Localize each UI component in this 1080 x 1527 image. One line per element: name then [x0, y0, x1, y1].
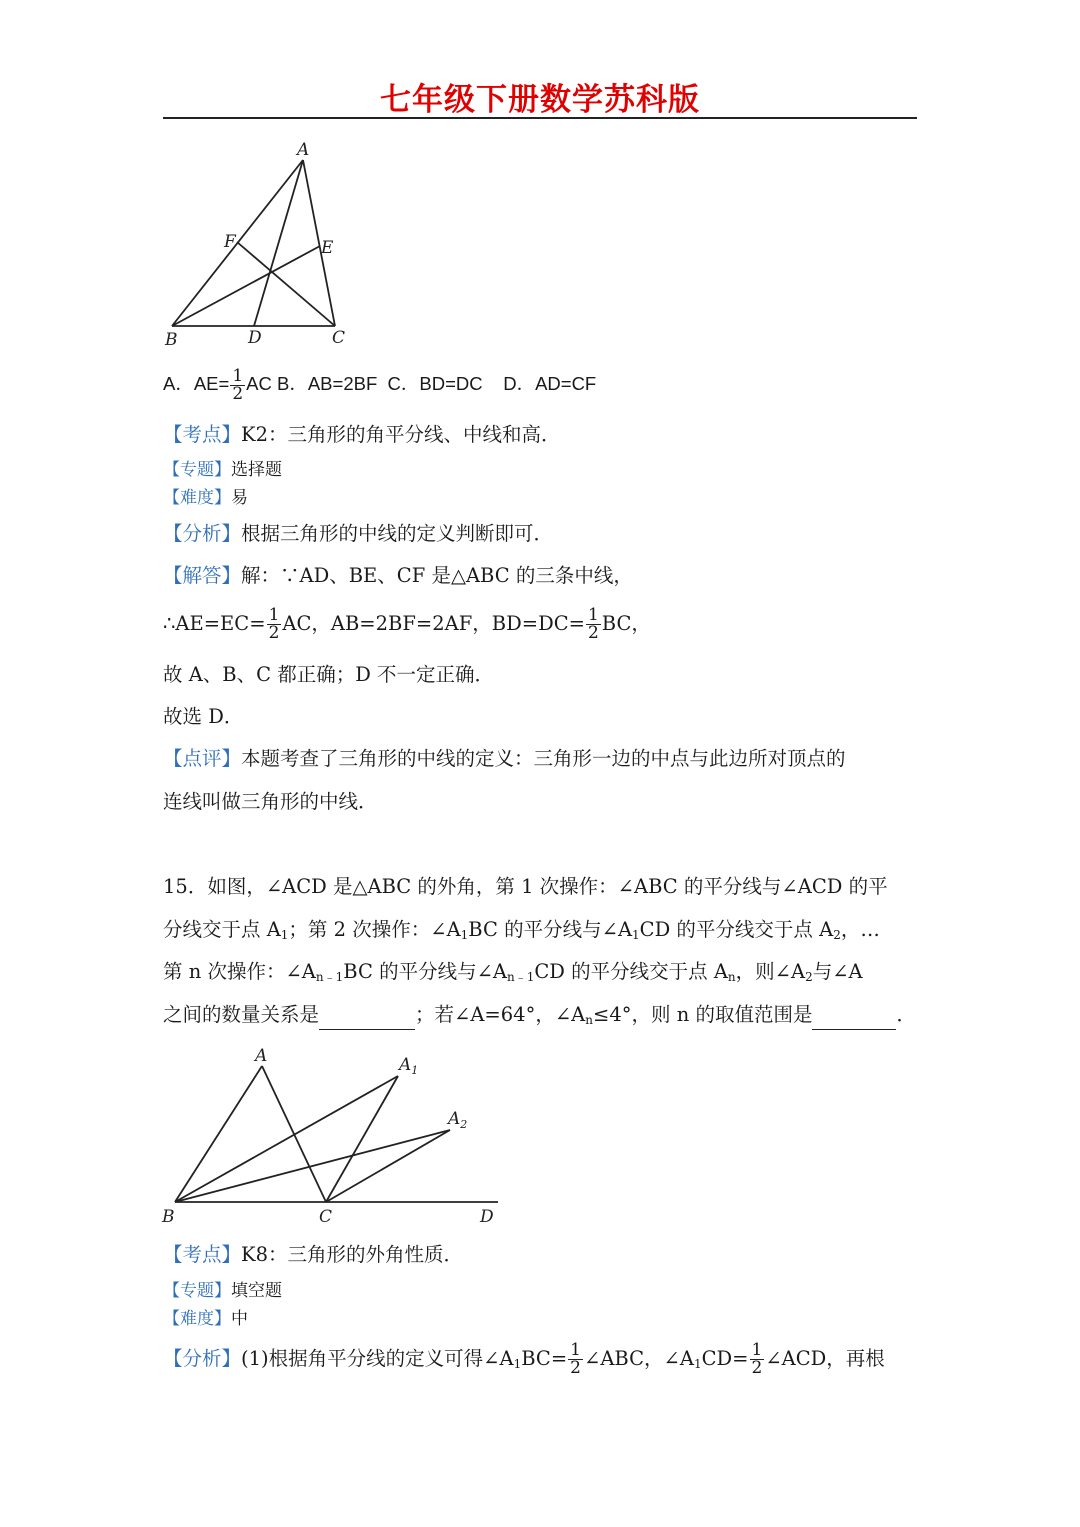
- fraction-half: $\frac{1}{2}$: [570, 1340, 581, 1378]
- q15-line4: 之间的数量关系是 ；若∠A=64°，$\angle A_n\le 4^\circ$，则 n 的取值范围是 ．: [163, 1001, 916, 1034]
- label-c: C: [319, 1207, 333, 1227]
- nandu-text: 中: [231, 1309, 248, 1329]
- q15-kaodian: [163, 1241, 463, 1269]
- segment-ba2: [175, 1130, 450, 1202]
- jieda-tag: 【解答】: [163, 564, 242, 587]
- dianping-tag: 【点评】: [163, 747, 242, 770]
- fenxi-text: 根据三角形的中线的定义判断即可．: [241, 522, 554, 545]
- q15-fenxi: 【分析】(1)根据角平分线的定义可得$\angle A_1BC=$ $\frac{1}{2}$ ∠ABC，$\angle A_1CD=$ $\frac{1}{2}$ ∠ACD，再根: [163, 1340, 885, 1378]
- segment-ba1: [175, 1076, 398, 1202]
- q15-nandu: [163, 1307, 248, 1331]
- median-be: [172, 246, 320, 326]
- q14-dianping: [163, 745, 846, 773]
- fraction-half: $\frac{1}{2}$: [232, 365, 244, 404]
- q15-line2: 分线交于点 $A_1$；第 2 次操作：$\angle A_1BC$ 的平分线与$\angle A_1CD$ 的平分线交于点 $A_2$，…: [163, 918, 880, 942]
- q14-zhuanti: [163, 458, 282, 482]
- option-d: D．AD=CF: [503, 373, 597, 394]
- nandu-tag: 【难度】: [163, 488, 231, 508]
- figure-angle-bisectors: [158, 1040, 508, 1230]
- label-d: D: [480, 1207, 494, 1227]
- zhuanti-text: 填空题: [231, 1281, 282, 1301]
- nandu-tag: 【难度】: [163, 1309, 231, 1329]
- segment-ca2: [326, 1130, 450, 1202]
- option-b: B．AB=2BF: [277, 373, 378, 394]
- jieda-text: 解：∵AD、BE、CF 是△ABC 的三条中线，: [241, 564, 633, 587]
- kaodian-tag: 【考点】: [163, 1243, 242, 1266]
- answer-blank-2[interactable]: [812, 1001, 896, 1030]
- label-f: F: [224, 232, 236, 252]
- figure-triangle-medians: [160, 138, 360, 353]
- label-b: B: [165, 330, 178, 350]
- q15-line1: 15．如图，∠ACD 是△ABC 的外角，第 1 次操作：∠ABC 的平分线与∠ACD 的平: [163, 875, 888, 898]
- median-ad: [254, 160, 303, 326]
- kaodian-tag: 【考点】: [163, 423, 242, 446]
- answer-blank-1[interactable]: [319, 1001, 415, 1030]
- label-a1: $A_1$: [399, 1055, 419, 1077]
- label-d: D: [248, 328, 262, 348]
- label-a: A: [297, 140, 310, 160]
- option-c: C．BD=DC: [387, 373, 483, 394]
- zhuanti-tag: 【专题】: [163, 460, 231, 480]
- q14-jieda: [163, 562, 633, 590]
- q14-step2: ∴AE=EC= $\frac{1}{2}$ AC，AB=2BF=2AF，BD=DC= $\frac{1}{2}$ BC，: [163, 605, 651, 643]
- label-e: E: [321, 238, 334, 258]
- label-c: C: [332, 328, 346, 348]
- q15-line3: 第 n 次操作：$\angle A_{n﹣1}BC$ 的平分线与$\angle A_{n﹣1}CD$ 的平分线交于点 $A_n$，则$\angle A_2$与∠A: [163, 960, 863, 984]
- fraction-half: $\frac{1}{2}$: [751, 1340, 763, 1378]
- label-b: B: [162, 1207, 175, 1227]
- q14-nandu: [163, 486, 248, 510]
- fraction-half: $\frac{1}{2}$: [587, 605, 599, 643]
- fraction-half: $\frac{1}{2}$: [268, 605, 280, 643]
- zhuanti-text: 选择题: [231, 460, 282, 480]
- option-a-prefix: A．AE=: [163, 373, 230, 394]
- q14-step4: 故选 D．: [163, 705, 244, 728]
- zhuanti-tag: 【专题】: [163, 1281, 231, 1301]
- fenxi-tag: 【分析】: [163, 522, 242, 545]
- q14-dianping-cont: 连线叫做三角形的中线．: [163, 790, 378, 813]
- segment-ca1: [326, 1076, 398, 1202]
- q14-fenxi: [163, 520, 553, 548]
- q14-step3: 故 A、B、C 都正确；D 不一定正确．: [163, 663, 495, 686]
- segment-ba: [175, 1066, 262, 1202]
- label-a2: $A_2$: [448, 1109, 468, 1131]
- kaodian-text: K2：三角形的角平分线、中线和高．: [241, 423, 561, 446]
- fenxi-tag: 【分析】: [163, 1347, 242, 1370]
- page-title: 七年级下册数学苏科版: [380, 82, 700, 118]
- q15-zhuanti: [163, 1279, 282, 1303]
- kaodian-text: K8：三角形的外角性质．: [241, 1243, 463, 1266]
- dianping-text: 本题考查了三角形的中线的定义：三角形一边的中点与此边所对顶点的: [241, 747, 846, 770]
- header-divider: [163, 117, 917, 119]
- q14-kaodian: [163, 421, 561, 449]
- nandu-text: 易: [231, 488, 248, 508]
- q14-options: [163, 366, 596, 403]
- label-a: A: [255, 1046, 268, 1066]
- option-a-suffix: AC: [246, 373, 272, 394]
